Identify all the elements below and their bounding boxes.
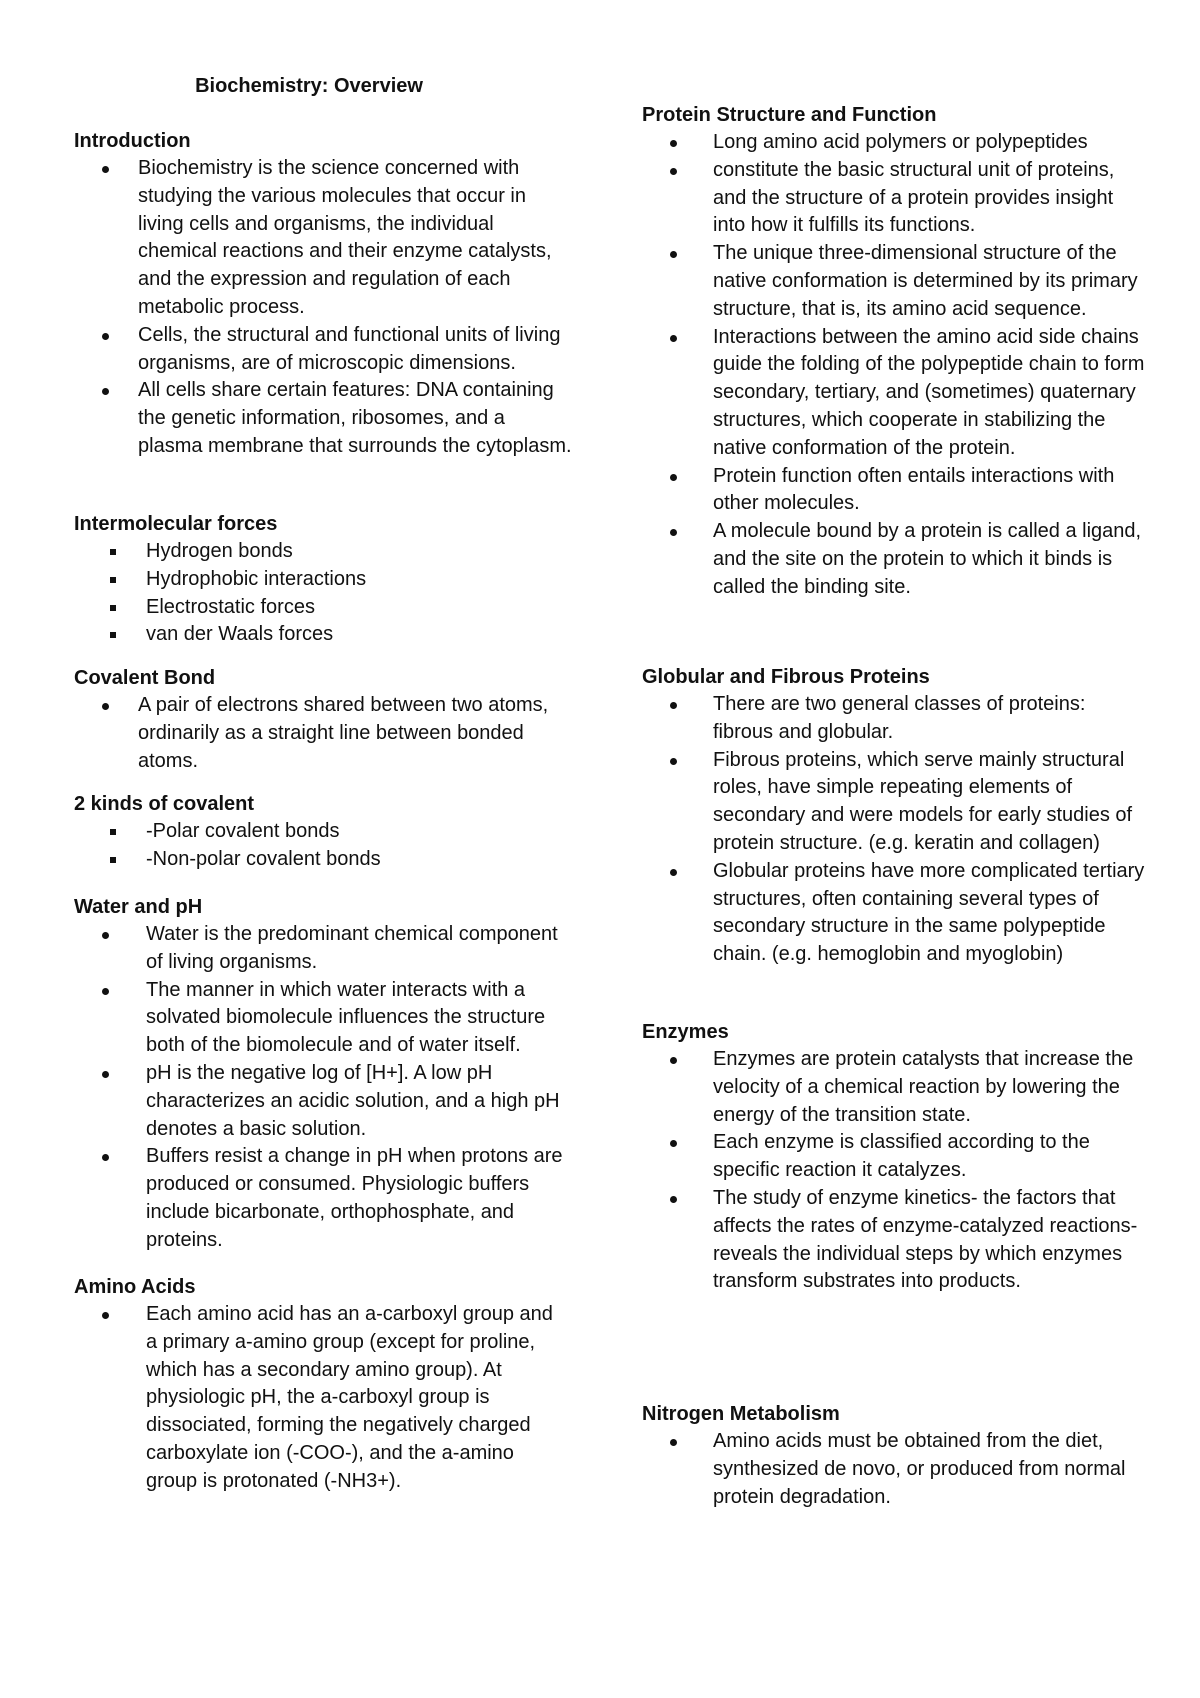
heading-nitrogen-metabolism: Nitrogen Metabolism [642, 1403, 840, 1425]
list-item: Each amino acid has an a-carboxyl group and a primary a-amino group (except for proline, which has a secondary amino group). At physiologic pH, the a-carboxyl group is dissociated, forming the negatively charged carboxylate ion (-COO-), and the a-amino group is protonated (-NH3+). [146, 1303, 553, 1492]
list-item: Hydrophobic interactions [146, 567, 367, 590]
heading-kinds-of-covalent: 2 kinds of covalent [74, 793, 255, 815]
list-enzymes [642, 1046, 1147, 1296]
list-item: Interactions between the amino acid side chains guide the folding of the polypeptide chain to form secondary, tertiary, and (sometimes) quaternary structures, which cooperate in stabilizing the native conformation of the protein. [713, 325, 1145, 459]
list-water-and-ph [74, 921, 564, 1255]
list-item: Enzymes are protein catalysts that increase the velocity of a chemical reaction by lowering the energy of the transition state. [713, 1048, 1134, 1126]
list-item: Each enzyme is classified according to the specific reaction it catalyzes. [713, 1131, 1090, 1182]
list-nitrogen-metabolism [642, 1428, 1147, 1511]
heading-enzymes: Enzymes [642, 1021, 729, 1043]
heading-globular-fibrous: Globular and Fibrous Proteins [642, 666, 930, 688]
list-globular-fibrous [642, 691, 1147, 969]
list-item: Hydrogen bonds [146, 540, 293, 562]
list-item: Water is the predominant chemical component of living organisms. [146, 923, 558, 973]
list-item: -Polar covalent bonds [146, 820, 340, 842]
heading-introduction: Introduction [74, 130, 191, 152]
list-item: The unique three-dimensional structure of the native conformation is determined by its primary structure, that is, its amino acid sequence. [713, 242, 1138, 320]
list-kinds-of-covalent [74, 818, 574, 874]
list-item: Electrostatic forces [146, 595, 315, 618]
list-item: All cells share certain features: DNA containing the genetic information, ribosomes, and a plasma membrane that surrounds the cytoplasm. [138, 379, 572, 457]
list-intermolecular-forces [74, 538, 574, 649]
list-item: Buffers resist a change in pH when protons are produced or consumed. Physiologic buffers include bicarbonate, orthophosphate, and proteins. [146, 1145, 563, 1251]
list-amino-acids [74, 1301, 564, 1496]
list-item: pH is the negative log of [H+]. A low pH characterizes an acidic solution, and a high pH denotes a basic solution. [146, 1061, 560, 1140]
list-item: A pair of electrons shared between two atoms, ordinarily as a straight line between bonded atoms. [138, 694, 549, 772]
list-covalent-bond [74, 692, 574, 775]
list-item: There are two general classes of proteins: fibrous and globular. [713, 693, 1086, 743]
heading-amino-acids: Amino Acids [74, 1276, 196, 1298]
list-item: constitute the basic structural unit of proteins, and the structure of a protein provides insight into how it fulfills its functions. [713, 158, 1115, 237]
list-item: Biochemistry is the science concerned with studying the various molecules that occur in living cells and organisms, the individual chemical reactions and their enzyme catalysts, and the expression and regulation of each metabolic process. [138, 157, 552, 318]
list-item: Long amino acid polymers or polypeptides [713, 131, 1088, 153]
list-introduction [74, 155, 574, 461]
list-item: -Non-polar covalent bonds [146, 847, 381, 870]
document-title: Biochemistry: Overview [195, 75, 423, 97]
list-protein-structure [642, 129, 1147, 602]
heading-intermolecular-forces: Intermolecular forces [74, 513, 278, 535]
list-item: van der Waals forces [146, 623, 334, 646]
list-item: A molecule bound by a protein is called a ligand, and the site on the protein to which it binds is called the binding site. [713, 520, 1142, 598]
list-item: Fibrous proteins, which serve mainly structural roles, have simple repeating elements of secondary and were models for early studies of protein structure. (e.g. keratin and collagen) [713, 748, 1133, 854]
heading-water-and-ph: Water and pH [74, 896, 203, 918]
list-item: Protein function often entails interactions with other molecules. [713, 464, 1115, 515]
list-item: Cells, the structural and functional units of living organisms, are of microscopic dimensions. [138, 323, 561, 374]
heading-protein-structure: Protein Structure and Function [642, 104, 937, 126]
list-item: Amino acids must be obtained from the diet, synthesized de novo, or produced from normal protein degradation. [713, 1430, 1126, 1508]
list-item: The manner in which water interacts with a solvated biomolecule influences the structure both of the biomolecule and of water itself. [146, 978, 546, 1057]
list-item: Globular proteins have more complicated tertiary structures, often containing several types of secondary structure in the same polypeptide chain. (e.g. hemoglobin and myoglobin) [713, 859, 1145, 966]
list-item: The study of enzyme kinetics- the factors that affects the rates of enzyme-catalyzed reactions- reveals the individual steps by which enzymes transform substrates into products. [713, 1186, 1138, 1293]
heading-covalent-bond: Covalent Bond [74, 667, 216, 689]
